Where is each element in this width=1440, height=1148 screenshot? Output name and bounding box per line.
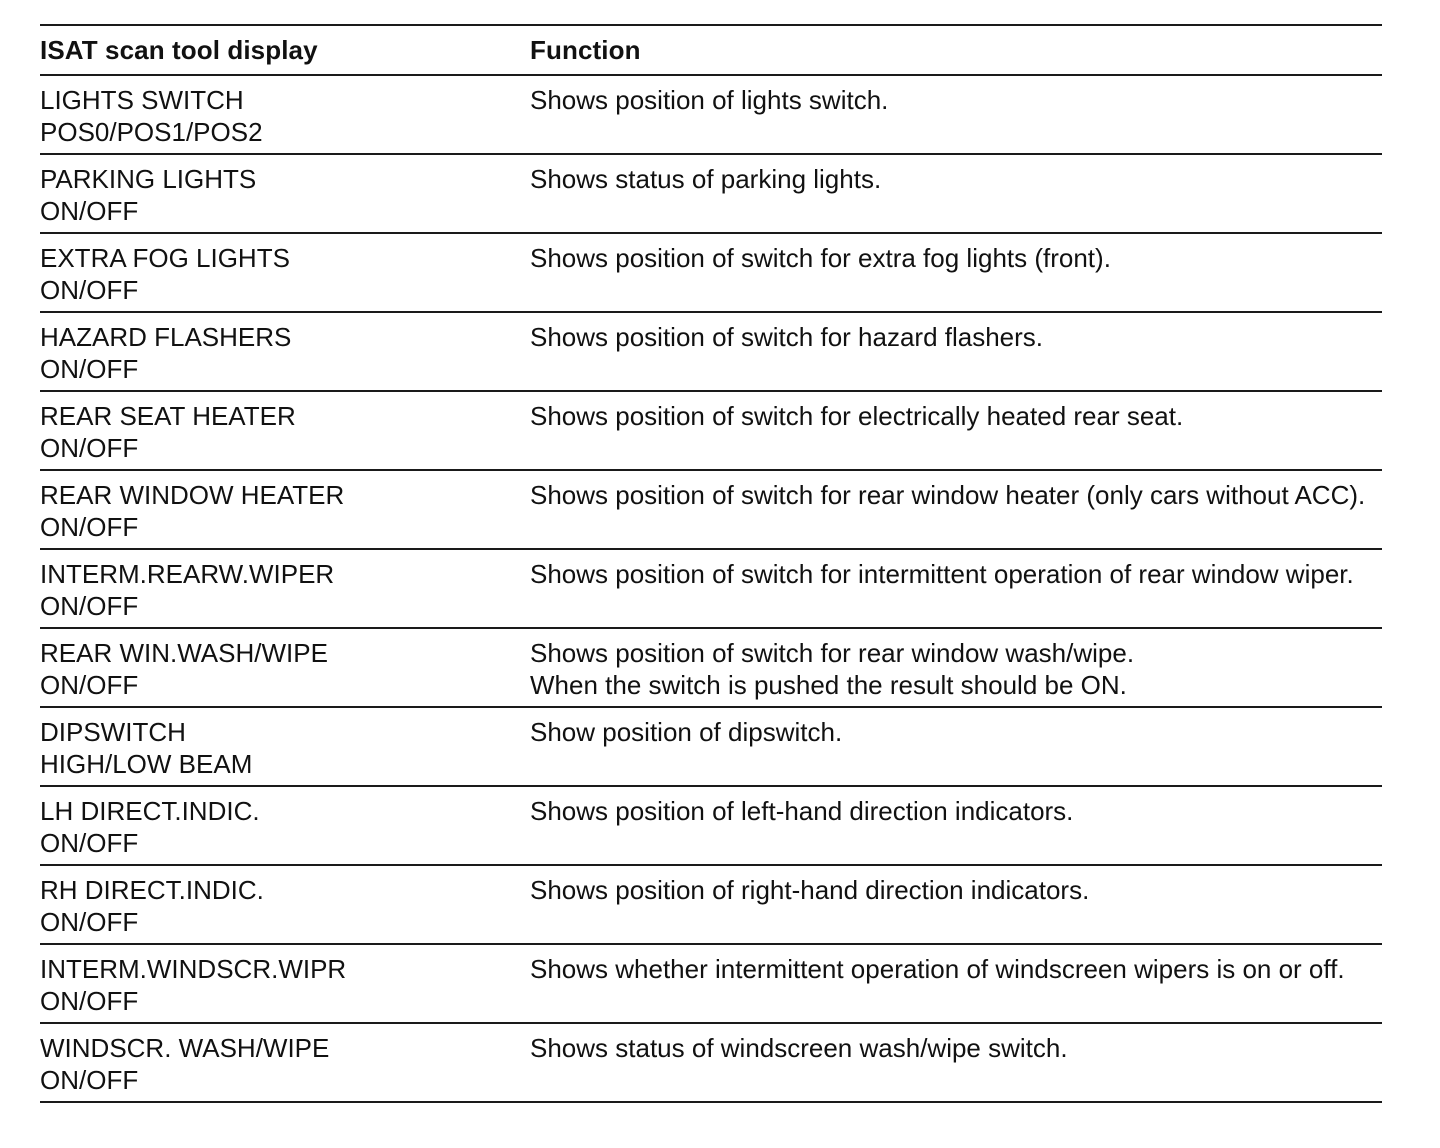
display-cell — [40, 321, 530, 390]
function-cell: Shows position of left-hand direction indicators. — [530, 796, 1074, 826]
display-values: ON/OFF — [40, 354, 139, 384]
table-row — [40, 945, 1382, 1024]
function-cell: Shows status of windscreen wash/wipe switch. — [530, 1033, 1068, 1063]
display-cell — [40, 716, 530, 785]
display-values: ON/OFF — [40, 433, 139, 463]
table-row — [40, 708, 1382, 787]
header-function: Function — [530, 34, 641, 65]
function-cell: Shows position of lights switch. — [530, 85, 889, 115]
display-values: ON/OFF — [40, 670, 139, 700]
display-name: EXTRA FOG LIGHTS — [40, 243, 290, 273]
display-cell — [40, 558, 530, 627]
header-display: ISAT scan tool display — [40, 34, 318, 65]
display-cell — [40, 400, 530, 469]
display-cell — [40, 84, 530, 153]
display-cell — [40, 953, 530, 1022]
display-name: HAZARD FLASHERS — [40, 322, 292, 352]
display-name: REAR WIN.WASH/WIPE — [40, 638, 328, 668]
display-name: REAR WINDOW HEATER — [40, 480, 345, 510]
function-cell: Show position of dipswitch. — [530, 717, 843, 747]
table-row — [40, 866, 1382, 945]
table-row — [40, 550, 1382, 629]
function-cell: Shows position of switch for hazard flashers. — [530, 322, 1044, 352]
display-name: LIGHTS SWITCH — [40, 85, 244, 115]
table-row — [40, 392, 1382, 471]
table-row — [40, 1024, 1382, 1103]
display-values: ON/OFF — [40, 275, 139, 305]
display-values: HIGH/LOW BEAM — [40, 749, 253, 779]
function-cell: Shows position of switch for intermittent operation of rear window wiper. — [530, 559, 1354, 589]
function-cell: Shows position of switch for electrically heated rear seat. — [530, 401, 1184, 431]
function-cell: Shows whether intermittent operation of windscreen wipers is on or off. — [530, 954, 1345, 984]
display-cell — [40, 163, 530, 232]
function-cell: Shows position of switch for rear window heater (only cars without ACC). — [530, 480, 1366, 510]
function-line: Shows position of switch for rear window wash/wipe. — [530, 638, 1135, 668]
table-row — [40, 76, 1382, 155]
table-row — [40, 629, 1382, 708]
display-values: POS0/POS1/POS2 — [40, 117, 263, 147]
display-cell — [40, 1032, 530, 1101]
table-row — [40, 787, 1382, 866]
display-cell — [40, 795, 530, 864]
display-values: ON/OFF — [40, 512, 139, 542]
display-name: INTERM.REARW.WIPER — [40, 559, 335, 589]
table-row — [40, 313, 1382, 392]
table-row — [40, 234, 1382, 313]
display-values: ON/OFF — [40, 196, 139, 226]
display-name: PARKING LIGHTS — [40, 164, 257, 194]
display-name: LH DIRECT.INDIC. — [40, 796, 260, 826]
display-values: ON/OFF — [40, 907, 139, 937]
display-name: WINDSCR. WASH/WIPE — [40, 1033, 330, 1063]
display-name: RH DIRECT.INDIC. — [40, 875, 264, 905]
function-cell: Shows status of parking lights. — [530, 164, 882, 194]
function-cell — [530, 637, 1382, 706]
table-row — [40, 155, 1382, 234]
display-name: DIPSWITCH — [40, 717, 186, 747]
display-name: REAR SEAT HEATER — [40, 401, 296, 431]
table-header-row — [40, 26, 1382, 76]
display-values: ON/OFF — [40, 986, 139, 1016]
display-cell — [40, 242, 530, 311]
function-cell: Shows position of switch for extra fog lights (front). — [530, 243, 1111, 273]
function-line: When the switch is pushed the result should be ON. — [530, 670, 1127, 700]
display-values: ON/OFF — [40, 828, 139, 858]
function-cell: Shows position of right-hand direction indicators. — [530, 875, 1090, 905]
display-cell — [40, 637, 530, 706]
display-name: INTERM.WINDSCR.WIPR — [40, 954, 347, 984]
display-values: ON/OFF — [40, 591, 139, 621]
display-values: ON/OFF — [40, 1065, 139, 1095]
display-cell — [40, 874, 530, 943]
scan-tool-table — [40, 24, 1382, 1103]
display-cell — [40, 479, 530, 548]
table-row — [40, 471, 1382, 550]
